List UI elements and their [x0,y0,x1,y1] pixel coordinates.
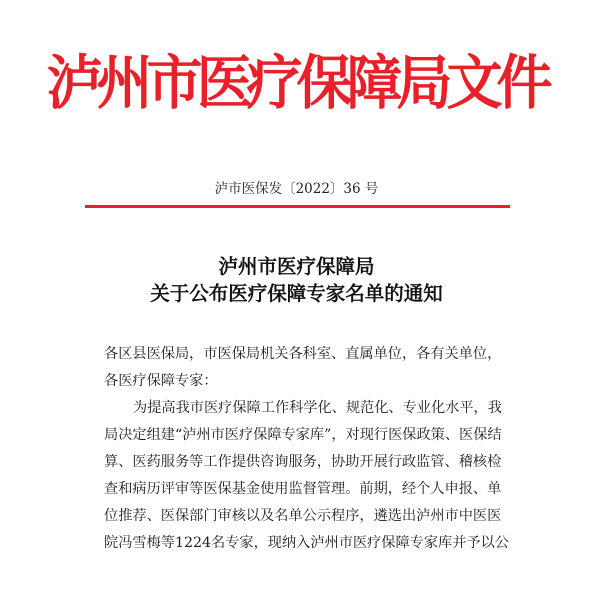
body-paragraph-line: 算、医药服务等工作提供咨询服务，协助开展行政监管、稽核检 [104,454,502,470]
body-paragraph-line: 查和病历评审等医保基金使用监督管理。前期，经个人申报、单 [104,481,502,497]
body-paragraph-line: 位推荐、医保部门审核以及名单公示程序，遴选出泸州市中医医 [104,508,502,524]
notice-title-line-2: 关于公布医疗保障专家名单的通知 [150,282,443,305]
notice-body [104,341,514,557]
body-paragraph-line: 院冯雪梅等1224名专家，现纳入泸州市医疗保障专家库并予以公 [104,535,509,551]
document-number: 泸市医保发〔2022〕36 号 [214,181,379,197]
notice-title-line-1: 泸州市医疗保障局 [218,255,375,278]
document-masthead: 泸州市医疗保障局文件 [46,48,547,118]
body-line-recipients-cont: 各医疗保障专家： [104,373,218,389]
body-line-recipients: 各区县医保局，市医保局机关各科室、直属单位，各有关单位， [104,346,502,362]
body-paragraph-line: 局决定组建“泸州市医疗保障专家库”，对现行医保政策、医保结 [104,427,502,443]
red-divider-line [85,205,510,208]
body-paragraph-line: 为提高我市医疗保障工作科学化、规范化、专业化水平，我 [133,400,502,416]
